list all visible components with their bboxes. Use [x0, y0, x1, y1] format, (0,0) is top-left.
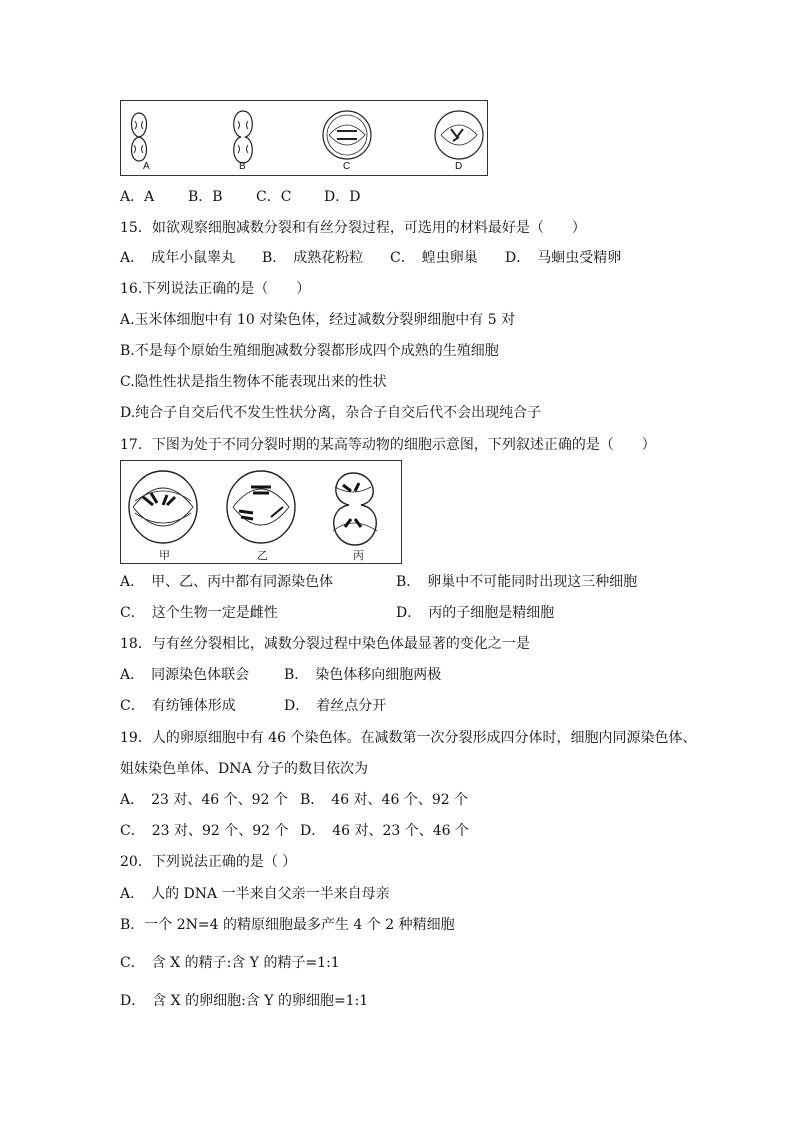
cell-division-diagram-q14 [121, 101, 487, 175]
option-d: D． 马蛔虫受精卵 [505, 250, 622, 266]
option-c: C． 23 对、92 个、92 个 [120, 823, 289, 839]
option-a: A． 同源染色体联会 [120, 667, 250, 683]
figure-q14 [120, 100, 488, 176]
question-16-stem: 16.下列说法正确的是（ ） [120, 281, 311, 297]
question-16-option-b: B.不是每个原始生殖细胞减数分裂都形成四个成熟的生殖细胞 [120, 343, 499, 359]
question-19-stem-line2: 姐妹染色单体、DNA 分子的数目依次为 [120, 761, 369, 777]
question-20-stem: 20．下列说法正确的是（ ） [120, 854, 297, 870]
option-d: D． 着丝点分开 [284, 698, 387, 714]
option-a: A． 甲、乙、丙中都有同源染色体 [120, 574, 334, 590]
figure-label-jia: 甲 [159, 550, 170, 562]
question-16-option-c: C.隐性性状是指生物体不能表现出来的性状 [120, 374, 387, 390]
option-c: C．C [256, 189, 292, 205]
question-15-stem: 15．如欲观察细胞减数分裂和有丝分裂过程，可选用的材料最好是（ ） [120, 220, 586, 236]
question-20-option-a: A． 人的 DNA 一半来自父亲一半来自母亲 [120, 886, 390, 902]
question-18-stem: 18．与有丝分裂相比，减数分裂过程中染色体最显著的变化之一是 [120, 636, 530, 652]
figure-label-yi: 乙 [257, 550, 268, 562]
figure-label-d: D [455, 161, 463, 172]
option-b: B．B [188, 189, 223, 205]
figure-label-a: A [143, 161, 150, 172]
cell-a-icon [132, 113, 147, 161]
question-17-stem: 17．下图为处于不同分裂时期的某高等动物的细胞示意图，下列叙述正确的是（ ） [120, 437, 656, 453]
question-20-option-c: C． 含 X 的精子:含 Y 的精子=1:1 [120, 955, 340, 971]
figure-label-c: C [343, 161, 351, 172]
cell-bing-icon [333, 473, 377, 545]
option-b: B． 染色体移向细胞两极 [284, 667, 442, 683]
question-20-option-b: B．一个 2N=4 的精原细胞最多产生 4 个 2 种精细胞 [120, 917, 455, 933]
option-a: A． 23 对、46 个、92 个 [120, 792, 288, 808]
option-b: B． 46 对、46 个、92 个 [300, 792, 469, 808]
question-19-stem-line1: 19．人的卵原细胞中有 46 个染色体。在减数第一次分裂形成四分体时，细胞内同源染色体、 [120, 730, 697, 746]
option-d: D． 丙的子细胞是精细胞 [396, 605, 555, 621]
cell-jia-icon [129, 471, 197, 543]
option-c: C． 这个生物一定是雌性 [120, 605, 278, 621]
option-b: B． 成熟花粉粒 [262, 250, 364, 266]
question-20-option-d: D． 含 X 的卵细胞:含 Y 的卵细胞=1:1 [120, 993, 369, 1009]
option-b: B． 卵巢中不可能同时出现这三种细胞 [396, 574, 638, 590]
option-a: A． 成年小鼠睾丸 [120, 250, 236, 266]
figure-label-b: B [239, 161, 246, 172]
option-a: A．A [120, 189, 155, 205]
option-c: C． 有纺锤体形成 [120, 698, 236, 714]
cell-yi-icon [227, 471, 295, 543]
cell-d-icon [435, 111, 483, 159]
option-d: D． 46 对、23 个、46 个 [300, 823, 470, 839]
option-c: C． 蝗虫卵巢 [390, 250, 478, 266]
option-d: D．D [324, 189, 361, 205]
figure-label-bing: 丙 [353, 550, 364, 562]
question-16-option-a: A.玉米体细胞中有 10 对染色体，经过减数分裂卵细胞中有 5 对 [120, 312, 516, 328]
cell-c-icon [323, 111, 371, 159]
question-16-option-d: D.纯合子自交后代不发生性状分离，杂合子自交后代不会出现纯合子 [120, 405, 542, 421]
figure-q17 [120, 460, 402, 564]
cell-b-icon [234, 111, 253, 163]
